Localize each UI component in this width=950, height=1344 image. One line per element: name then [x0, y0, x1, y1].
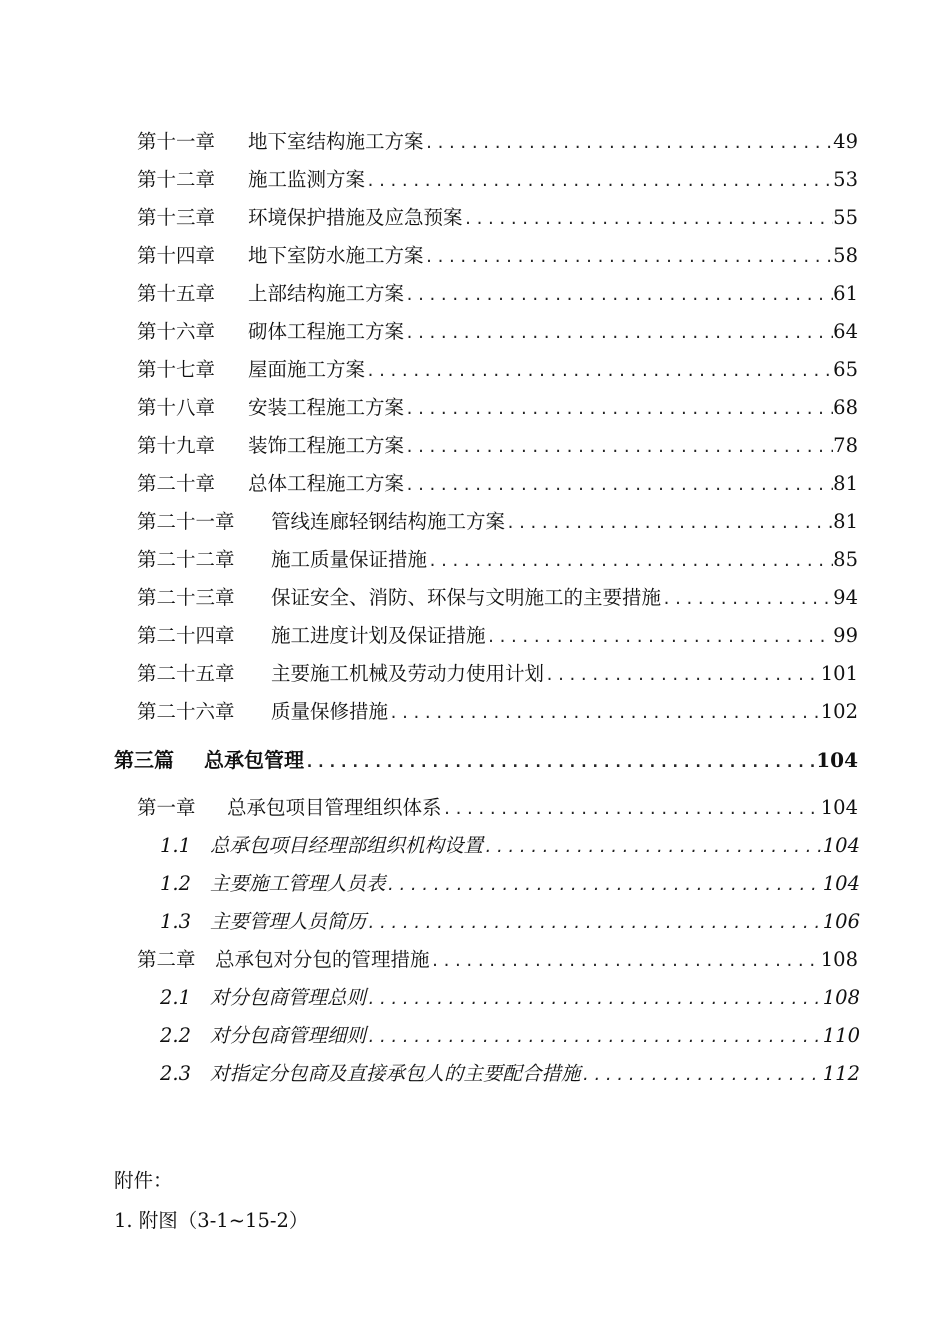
dot-leader — [404, 318, 833, 348]
section-number: 2.1 — [160, 986, 192, 1009]
chapter-number: 第一章 — [137, 796, 196, 819]
page-number: 94 — [833, 586, 858, 609]
chapter-number: 第十五章 — [137, 282, 216, 305]
dot-leader — [386, 870, 823, 900]
chapter-number: 第十八章 — [137, 396, 216, 419]
chapter-title: 主要施工机械及劳动力使用计划 — [271, 662, 545, 685]
dot-leader — [544, 660, 821, 690]
chapter-title: 地下室防水施工方案 — [248, 244, 424, 267]
dot-leader — [404, 394, 833, 424]
chapter-title: 地下室结构施工方案 — [248, 130, 424, 153]
section-number: 2.2 — [160, 1024, 192, 1047]
chapter-title: 总体工程施工方案 — [248, 472, 405, 495]
toc-entry-section-2-3[interactable] — [160, 1059, 860, 1089]
appendix-heading: 附件： — [114, 1169, 173, 1192]
chapter-title: 施工进度计划及保证措施 — [271, 624, 486, 647]
part-number: 第三篇 — [114, 748, 174, 772]
section-title: 总承包项目经理部组织机构设置 — [210, 834, 484, 857]
chapter-title: 安装工程施工方案 — [248, 396, 405, 419]
dot-leader — [404, 470, 833, 500]
dot-leader — [581, 1060, 823, 1090]
toc-entry-chapter-12[interactable] — [137, 165, 858, 195]
chapter-title: 上部结构施工方案 — [248, 282, 405, 305]
page-number: 65 — [833, 358, 858, 381]
page-number: 85 — [833, 548, 858, 571]
chapter-title: 装饰工程施工方案 — [248, 434, 405, 457]
dot-leader — [366, 908, 823, 938]
toc-entry-part-3[interactable] — [114, 745, 858, 775]
toc-entry-section-1-1[interactable] — [160, 831, 860, 861]
chapter-title: 总承包对分包的管理措施 — [215, 948, 430, 971]
dot-leader — [483, 832, 823, 862]
toc-entry-chapter-17[interactable] — [137, 355, 858, 385]
page-number: 68 — [833, 396, 858, 419]
chapter-number: 第二十一章 — [137, 510, 235, 533]
dot-leader — [505, 508, 833, 538]
chapter-number: 第十二章 — [137, 168, 216, 191]
toc-entry-chapter-26[interactable] — [137, 697, 858, 727]
toc-entry-chapter-18[interactable] — [137, 393, 858, 423]
toc-entry-section-2-2[interactable] — [160, 1021, 860, 1051]
chapter-title: 质量保修措施 — [271, 700, 389, 723]
toc-entry-section-1-3[interactable] — [160, 907, 860, 937]
dot-leader — [404, 432, 833, 462]
chapter-title: 管线连廊轻钢结构施工方案 — [271, 510, 506, 533]
toc-entry-chapter-25[interactable] — [137, 659, 858, 689]
chapter-number: 第十七章 — [137, 358, 216, 381]
chapter-title: 环境保护措施及应急预案 — [248, 206, 463, 229]
chapter-number: 第二十章 — [137, 472, 216, 495]
appendix-item[interactable]: 1. 附图（3-1~15-2） — [114, 1209, 309, 1232]
toc-entry-chapter-23[interactable] — [137, 583, 858, 613]
chapter-number: 第二章 — [137, 948, 196, 971]
dot-leader — [388, 698, 821, 728]
dot-leader — [424, 242, 834, 272]
section-title: 对指定分包商及直接承包人的主要配合措施 — [210, 1062, 581, 1085]
dot-leader — [424, 128, 834, 158]
chapter-title: 施工质量保证措施 — [271, 548, 428, 571]
page-number: 104 — [822, 834, 860, 857]
toc-entry-p3-chapter-1[interactable] — [137, 793, 858, 823]
toc-entry-chapter-19[interactable] — [137, 431, 858, 461]
dot-leader — [366, 984, 823, 1014]
chapter-number: 第十九章 — [137, 434, 216, 457]
toc-entry-chapter-20[interactable] — [137, 469, 858, 499]
section-number: 2.3 — [160, 1062, 192, 1085]
page-number: 104 — [816, 748, 858, 772]
chapter-number: 第二十三章 — [137, 586, 235, 609]
page-number: 61 — [833, 282, 858, 305]
chapter-number: 第二十六章 — [137, 700, 235, 723]
chapter-number: 第十四章 — [137, 244, 216, 267]
chapter-title: 砌体工程施工方案 — [248, 320, 405, 343]
chapter-number: 第十三章 — [137, 206, 216, 229]
page-number: 104 — [822, 872, 860, 895]
chapter-title: 保证安全、消防、环保与文明施工的主要措施 — [271, 586, 662, 609]
page-number: 49 — [833, 130, 858, 153]
dot-leader — [427, 546, 833, 576]
part-title: 总承包管理 — [204, 748, 304, 772]
dot-leader — [661, 584, 833, 614]
toc-entry-chapter-15[interactable] — [137, 279, 858, 309]
chapter-title: 施工监测方案 — [248, 168, 366, 191]
dot-leader — [366, 1022, 823, 1052]
dot-leader — [430, 946, 821, 976]
section-title: 主要管理人员简历 — [210, 910, 367, 933]
chapter-number: 第十一章 — [137, 130, 216, 153]
section-title: 对分包商管理总则 — [210, 986, 367, 1009]
page-number: 108 — [820, 948, 858, 971]
section-number: 1.3 — [160, 910, 192, 933]
dot-leader — [463, 204, 834, 234]
chapter-number: 第二十四章 — [137, 624, 235, 647]
page-number: 53 — [833, 168, 858, 191]
page-number: 106 — [822, 910, 860, 933]
page-number: 104 — [820, 796, 858, 819]
section-number: 1.2 — [160, 872, 192, 895]
page-number: 81 — [833, 510, 858, 533]
dot-leader — [486, 622, 834, 652]
page-number: 55 — [833, 206, 858, 229]
chapter-title: 屋面施工方案 — [248, 358, 366, 381]
dot-leader — [365, 166, 833, 196]
toc-entry-chapter-22[interactable] — [137, 545, 858, 575]
page-number: 102 — [820, 700, 858, 723]
toc-entry-chapter-16[interactable] — [137, 317, 858, 347]
page-number: 64 — [833, 320, 858, 343]
chapter-number: 第二十二章 — [137, 548, 235, 571]
dot-leader — [404, 280, 833, 310]
page-number: 101 — [820, 662, 858, 685]
page-number: 78 — [833, 434, 858, 457]
toc-entry-chapter-13[interactable] — [137, 203, 858, 233]
toc-entry-section-2-1[interactable] — [160, 983, 860, 1013]
dot-leader — [442, 794, 821, 824]
chapter-number: 第十六章 — [137, 320, 216, 343]
toc-entry-p3-chapter-2[interactable] — [137, 945, 858, 975]
page-number: 99 — [833, 624, 858, 647]
toc-entry-chapter-14[interactable] — [137, 241, 858, 271]
chapter-number: 第二十五章 — [137, 662, 235, 685]
page-number: 110 — [822, 1024, 860, 1047]
dot-leader — [365, 356, 833, 386]
chapter-title: 总承包项目管理组织体系 — [227, 796, 442, 819]
toc-entry-section-1-2[interactable] — [160, 869, 860, 899]
toc-entry-chapter-21[interactable] — [137, 507, 858, 537]
section-title: 主要施工管理人员表 — [210, 872, 386, 895]
dot-leader — [304, 747, 816, 777]
page-number: 112 — [822, 1062, 860, 1085]
section-number: 1.1 — [160, 834, 192, 857]
page-number: 81 — [833, 472, 858, 495]
toc-entry-chapter-24[interactable] — [137, 621, 858, 651]
toc-entry-chapter-11[interactable] — [137, 127, 858, 157]
page-number: 58 — [833, 244, 858, 267]
section-title: 对分包商管理细则 — [210, 1024, 367, 1047]
page-number: 108 — [822, 986, 860, 1009]
